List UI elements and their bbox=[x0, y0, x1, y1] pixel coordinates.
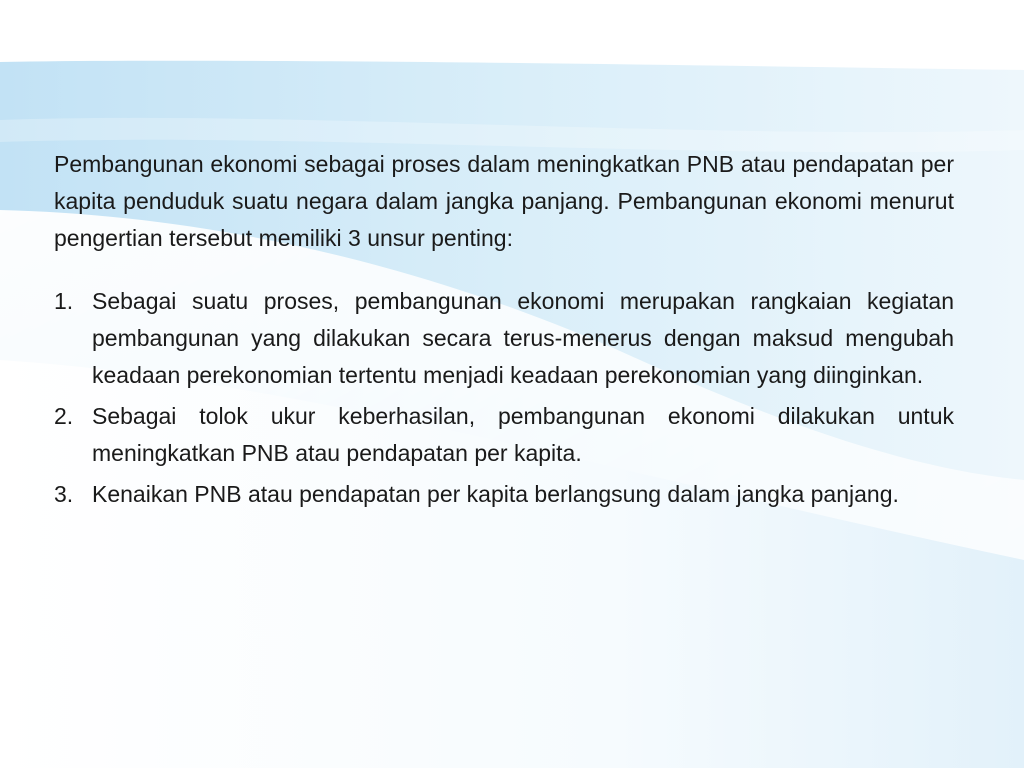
list-item-text: Kenaikan PNB atau pendapatan per kapita berlangsung dalam jangka panjang. bbox=[92, 481, 899, 507]
list-item-text: Sebagai suatu proses, pembangunan ekonomi merupakan rangkaian kegiatan pembangunan yang dilakukan secara terus-menerus dengan maksud mengubah keadaan perekonomian tertentu menjadi keadaan perekonomian yang diinginkan. bbox=[92, 288, 954, 388]
intro-paragraph: Pembangunan ekonomi sebagai proses dalam meningkatkan PNB atau pendapatan per kapita penduduk suatu negara dalam jangka panjang. Pembangunan ekonomi menurut pengertian tersebut memiliki 3 unsur penting: bbox=[54, 151, 954, 251]
list-item-text: Sebagai tolok ukur keberhasilan, pembangunan ekonomi dilakukan untuk meningkatkan PNB atau pendapatan per kapita. bbox=[92, 403, 954, 466]
list-number: 1. bbox=[54, 288, 74, 314]
element-list bbox=[54, 283, 954, 513]
list-number: 2. bbox=[54, 403, 74, 429]
list-item bbox=[54, 476, 954, 513]
slide-body bbox=[54, 146, 954, 517]
list-item bbox=[54, 283, 954, 394]
top-band bbox=[0, 0, 1024, 70]
list-number: 3. bbox=[54, 481, 74, 507]
list-item bbox=[54, 398, 954, 472]
